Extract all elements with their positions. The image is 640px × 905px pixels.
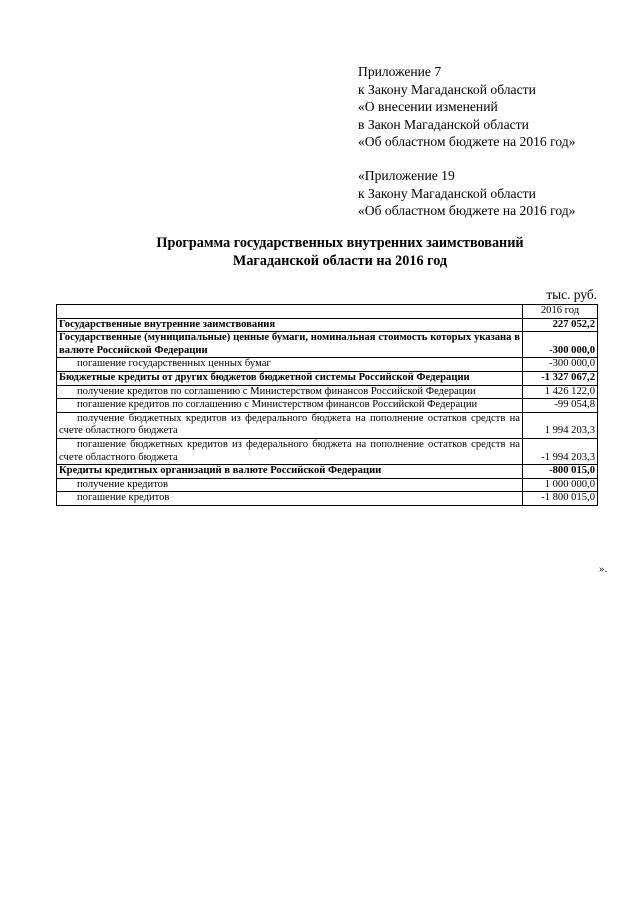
table-row [57, 399, 598, 413]
row-value: -1 327 067,2 [523, 371, 598, 385]
row-name: получение кредитов по соглашению с Министерством финансов Российской Федерации [57, 385, 523, 399]
row-value: -800 015,0 [523, 465, 598, 479]
document-title [52, 234, 628, 270]
row-value: 1 994 203,3 [523, 412, 598, 438]
row-name: Государственные (муниципальные) ценные бумаги, номинальная стоимость которых указана в валюте Российской Федерации [57, 332, 523, 358]
appendix-line: Приложение 7 [358, 64, 442, 79]
appendix-line: в Закон Магаданской области [358, 116, 529, 132]
row-name: погашение кредитов [57, 492, 523, 506]
row-value: -1 994 203,3 [523, 438, 598, 464]
row-name: Государственные внутренние заимствования [57, 318, 523, 332]
table-row [57, 465, 598, 479]
row-value: -300 000,0 [523, 332, 598, 358]
row-value: 1 000 000,0 [523, 478, 598, 492]
appendix-line: к Закону Магаданской области [358, 81, 536, 97]
table-row [57, 385, 598, 399]
table-row [57, 412, 598, 438]
table-row [57, 492, 598, 506]
header-empty-cell [57, 305, 523, 319]
appendix-line: «Об областном бюджете на 2016 год» [358, 134, 576, 149]
appendix-line: «О внесении изменений [358, 99, 498, 114]
appendix-19-block [358, 167, 628, 220]
row-name: Кредиты кредитных организаций в валюте Российской Федерации [57, 465, 523, 479]
row-name: получение кредитов [57, 478, 523, 492]
row-name: получение бюджетных кредитов из федерального бюджета на пополнение остатков средств на счете областного бюджета [57, 412, 523, 438]
title-line-2: Магаданской области на 2016 год [232, 253, 448, 269]
appendix-line: «Приложение 19 [358, 168, 455, 183]
row-value: 227 052,2 [523, 318, 598, 332]
row-name: погашение государственных ценных бумаг [57, 358, 523, 372]
row-value: -300 000,0 [523, 358, 598, 372]
table-row [57, 371, 598, 385]
units-label: тыс. руб. [546, 287, 597, 302]
appendix-line: «Об областном бюджете на 2016 год» [358, 203, 576, 218]
row-value: -99 054,8 [523, 399, 598, 413]
table-row [57, 318, 598, 332]
table-row [57, 358, 598, 372]
title-line-1: Программа государственных внутренних заимствований [156, 235, 524, 251]
table-row [57, 332, 598, 358]
closing-quote-mark: ». [599, 563, 608, 575]
year-header: 2016 год [523, 305, 598, 319]
row-value: 1 426 122,0 [523, 385, 598, 399]
appendix-7-block [358, 63, 628, 151]
row-name: погашение бюджетных кредитов из федерального бюджета на пополнение остатков средств на счете областного бюджета [57, 438, 523, 464]
row-value: -1 800 015,0 [523, 492, 598, 506]
row-name: погашение кредитов по соглашению с Министерством финансов Российской Федерации [57, 399, 523, 413]
appendix-line: к Закону Магаданской области [358, 185, 536, 201]
borrowing-table [56, 304, 598, 506]
table-row [57, 478, 598, 492]
row-name: Бюджетные кредиты от других бюджетов бюджетной системы Российской Федерации [57, 371, 523, 385]
table-row [57, 438, 598, 464]
table-header-row [57, 305, 598, 319]
